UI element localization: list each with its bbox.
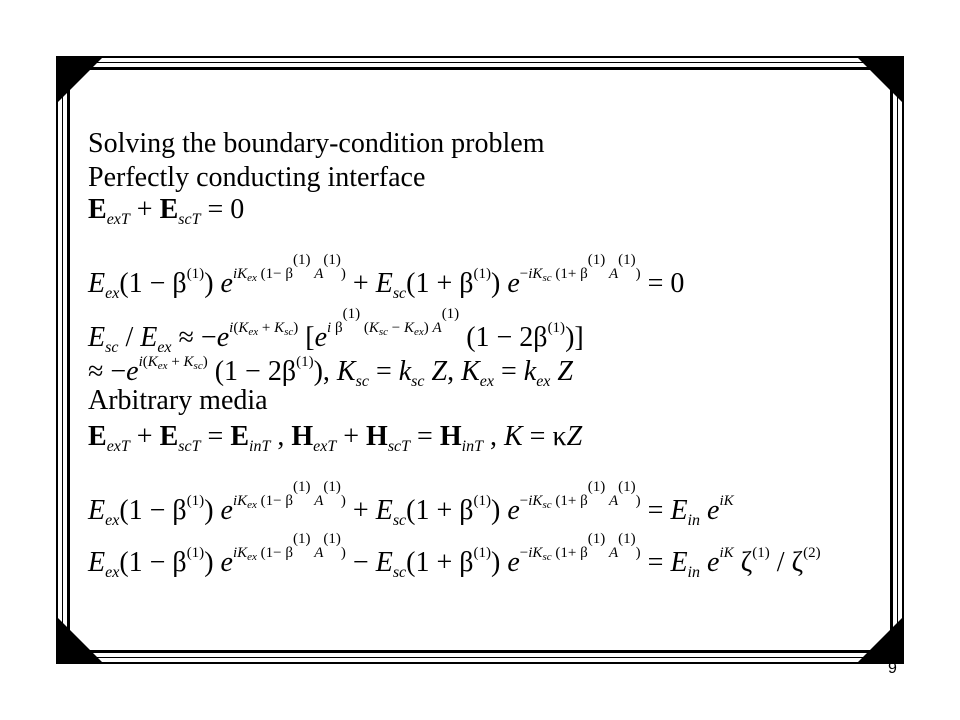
heading-arbitrary-media: Arbitrary media bbox=[88, 385, 268, 416]
equation-1: $E_{exT} + E_{scT} = 0$ bbox=[88, 194, 245, 228]
equation-3: $E_{sc} / E_{ex} \approx -e^{i(K_{ex} + K_{sc})}$ [$e^{i \beta^{(1)} (K_{sc} - K_{ex}) A^{(1)}}$ $(1 - 2\beta^{(1)})$] bbox=[88, 306, 584, 356]
equation-2: $E_{ex}(1 - \beta^{(1)}) e^{iK_{ex} (1- \beta^{(1)} A^{(1)})} + E_{sc}(1 + \beta^{(1)}) e^{-iK_{sc} (1+ \beta^{(1)} A^{(1)})} = 0$ bbox=[88, 252, 685, 302]
equation-6: $E_{ex}(1 - \beta^{(1)}) e^{iK_{ex} (1- \beta^{(1)} A^{(1)})} + E_{sc}(1 + \beta^{(1)}) e^{-iK_{sc} (1+ \beta^{(1)} A^{(1)})} = E_{in}$ $e^{iK}$ bbox=[88, 479, 734, 529]
heading-solving: Solving the boundary-condition problem bbox=[88, 128, 545, 159]
page-number: 9 bbox=[888, 660, 897, 677]
equation-5: $E_{exT} + E_{scT} = E_{inT}$ , $H_{exT} + H_{scT} = H_{inT}$ , K = κZ bbox=[88, 421, 583, 455]
equation-4: ≈ $-e^{i(K_{ex} + K_{sc})}$ $(1 - 2\beta^{(1)})$, $K_{sc} = k_{sc}$ Z, $K_{ex} = k_{ex}$ Z bbox=[88, 354, 573, 390]
heading-perfect-conductor: Perfectly conducting interface bbox=[88, 162, 426, 193]
equation-7: $E_{ex}(1 - \beta^{(1)}) e^{iK_{ex} (1- \beta^{(1)} A^{(1)})} - E_{sc}(1 + \beta^{(1)}) e^{-iK_{sc} (1+ \beta^{(1)} A^{(1)})} = E_{in}$ $e^{iK}$ $\zeta^{(1)} / \zeta^{(2)}$ bbox=[88, 531, 821, 581]
